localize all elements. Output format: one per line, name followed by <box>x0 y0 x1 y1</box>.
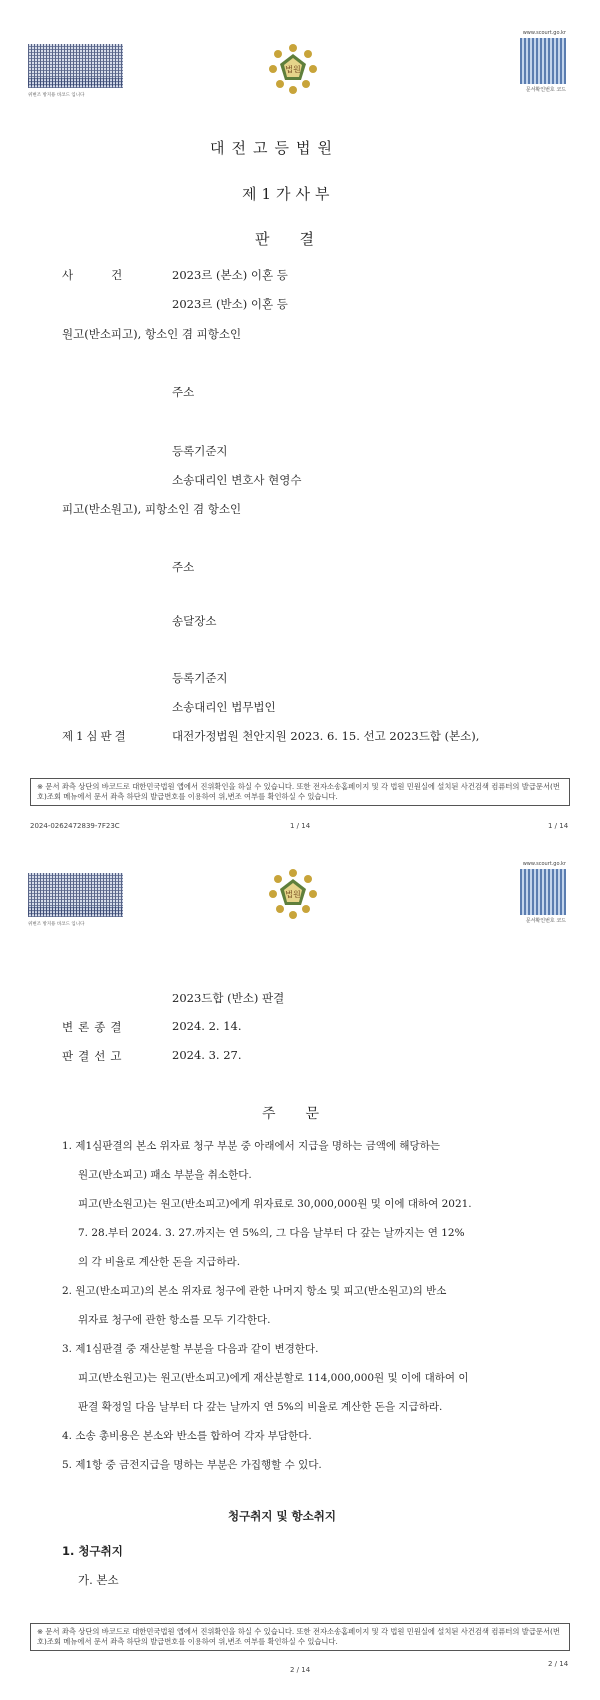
order-line-9: 피고(반소원고)는 원고(반소피고)에게 재산분할로 114,000,000원 및 이에 대하여 이 <box>78 1372 469 1384</box>
order-line-10: 판결 확정일 다음 날부터 다 갚는 날까지 연 5%의 비율로 계산한 돈을 지급하라. <box>78 1401 443 1413</box>
ruling-label: 판결선고 <box>62 1049 127 1063</box>
issue-number: 2024-0262472839-7F23C <box>30 822 120 830</box>
emblem-text: 법원 <box>285 890 301 899</box>
verification-notice: ※ 문서 좌측 상단의 바코드로 대한민국법원 앱에서 진위확인을 하실 수 있습니다. 또한 전자소송홈페이지 및 각 법원 민원실에 설치된 사건검색 컴퓨터의 발급문서(번호)조회 메뉴에서 문서 좌측 하단의 발급번호를 이용하여 위,변조 여부를 확인하실 수 있습니다. <box>30 778 570 806</box>
court-emblem-icon <box>265 40 321 96</box>
barcode-strip <box>28 907 123 917</box>
defendant-address: 주소 <box>172 560 195 574</box>
claims-item-1a: 가. 본소 <box>78 1573 119 1587</box>
closing-date: 2024. 2. 14. <box>172 1019 242 1033</box>
document-page-2 <box>0 855 600 1700</box>
barcode-strip <box>28 78 123 88</box>
document-page-1 <box>0 0 600 845</box>
order-line-12: 5. 제1항 중 금전지급을 명하는 부분은 가집행할 수 있다. <box>62 1459 322 1471</box>
qr-caption: 문서확인번호 코드 <box>525 87 566 93</box>
barcode-caption: 위변조 방지용 바코드 입니다 <box>28 922 85 927</box>
order-line-2: 원고(반소피고) 패소 부분을 취소한다. <box>78 1169 252 1181</box>
page-number-right: 2 / 14 <box>548 1660 569 1668</box>
case-line-2: 2023르 (반소) 이혼 등 <box>172 297 288 311</box>
order-title: 주문 <box>262 1106 350 1122</box>
first-judgment-value: 대전가정법원 천안지원 2023. 6. 15. 선고 2023드합 (본소), <box>172 729 480 743</box>
qr-code <box>520 869 566 915</box>
defendant-counsel: 소송대리인 법무법인 <box>172 700 276 714</box>
ruling-date: 2024. 3. 27. <box>172 1048 242 1062</box>
court-name: 대전고등법원 <box>210 139 339 157</box>
doc-type: 판결 <box>255 230 344 248</box>
page-number-right: 1 / 14 <box>548 822 569 830</box>
order-line-1: 1. 제1심판결의 본소 위자료 청구 부분 중 아래에서 지급을 명하는 금액에 해당하는 <box>62 1140 440 1152</box>
plaintiff-counsel: 소송대리인 변호사 현영수 <box>172 473 302 487</box>
order-line-8: 3. 제1심판결 중 재산분할 부분을 다음과 같이 변경한다. <box>62 1343 319 1355</box>
page-number-center: 1 / 14 <box>290 822 311 830</box>
claims-item-1: 1. 청구취지 <box>62 1544 123 1558</box>
verification-notice: ※ 문서 좌측 상단의 바코드로 대한민국법원 앱에서 진위확인을 하실 수 있습니다. 또한 전자소송홈페이지 및 각 법원 민원실에 설치된 사건검색 컴퓨터의 발급문서(번호)조회 메뉴에서 문서 좌측 하단의 발급번호를 이용하여 위,변조 여부를 확인하실 수 있습니다. <box>30 1623 570 1651</box>
order-line-7: 위자료 청구에 관한 항소를 모두 기각한다. <box>78 1314 271 1326</box>
closing-label: 변론종결 <box>62 1020 127 1034</box>
qr-code <box>520 38 566 84</box>
defendant-registered: 등록기준지 <box>172 671 228 685</box>
qr-caption: 문서확인번호 코드 <box>525 918 566 924</box>
first-judgment-label: 제1심판결 <box>62 729 129 743</box>
plaintiff-address: 주소 <box>172 385 195 399</box>
plaintiff-registered: 등록기준지 <box>172 444 228 458</box>
emblem-text: 법원 <box>285 65 301 74</box>
claims-title: 청구취지 및 항소취지 <box>228 1509 336 1523</box>
court-emblem-icon <box>265 865 321 921</box>
defendant-delivery: 송달장소 <box>172 614 217 628</box>
case-line-1: 2023르 (본소) 이혼 등 <box>172 268 288 282</box>
counterclaim-case-line: 2023드합 (반소) 판결 <box>172 991 285 1005</box>
department: 제1가사부 <box>242 185 335 203</box>
order-line-3: 피고(반소원고)는 원고(반소피고)에게 위자료로 30,000,000원 및 이에 대하여 2021. <box>78 1198 472 1210</box>
plaintiff-label: 원고(반소피고), 항소인 겸 피항소인 <box>62 327 242 341</box>
barcode-caption: 위변조 방지용 바코드 입니다 <box>28 93 85 98</box>
qr-url: www.scourt.go.kr <box>522 861 566 867</box>
order-line-5: 의 각 비율로 계산한 돈을 지급하라. <box>78 1256 241 1268</box>
qr-url: www.scourt.go.kr <box>522 30 566 36</box>
page-number-center: 2 / 14 <box>290 1666 311 1674</box>
case-label: 사건 <box>62 268 161 282</box>
order-line-6: 2. 원고(반소피고)의 본소 위자료 청구에 관한 나머지 항소 및 피고(반소원고)의 반소 <box>62 1285 447 1297</box>
order-line-4: 7. 28.부터 2024. 3. 27.까지는 연 5%의, 그 다음 날부터 다 갚는 날까지는 연 12% <box>78 1227 465 1239</box>
order-line-11: 4. 소송 총비용은 본소와 반소를 합하여 각자 부담한다. <box>62 1430 312 1442</box>
defendant-label: 피고(반소원고), 피항소인 겸 항소인 <box>62 502 242 516</box>
